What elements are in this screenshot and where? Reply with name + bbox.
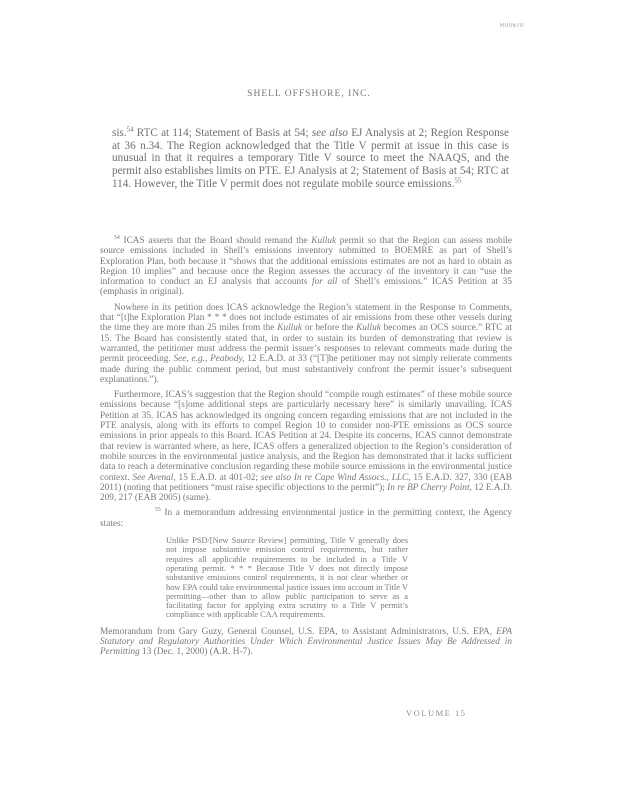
footnote-54-paragraph-3: Furthermore, ICAS’s suggestion that the Region should “compile rough estimates” of these mobile source emissions because “[s]ome additional steps are particularly necessary here” is similarly unavailing. ICAS Petition at 35. ICAS has acknowledged its ongoing concern regarding emissions that are not included in the PTE analysis, along with its efforts to compel Region 10 to consider non-PTE emissions as OCS source emissions in prior appeals to this Board. ICAS Petition at 24. Despite its concerns, ICAS cannot demonstrate that review is warranted where, as here, ICAS offers a generalized objection to the Region’s consideration of mobile sources in the environmental justice analysis, and the Region has demonstrated that it lacks sufficient data to reach a determinative conclusion regarding these mobile source emissions in the environmental justice context. See Avenal, 15 E.A.D. at 401-02; see also In re Cape Wind Assocs., LLC, 15 E.A.D. 327, 330 (EAB 2011) (noting that petitioners “must raise specific objections to the permit”); In re BP Cherry Point, 12 E.A.D. 209, 217 (EAB 2005) (same).	[100, 390, 513, 504]
body-text-block	[112, 127, 509, 191]
bates-stamp: R00670	[500, 23, 525, 29]
running-head-title: SHELL OFFSHORE, INC.	[247, 89, 371, 99]
body-paragraph: sis.$^{54}$ RTC at 114; Statement of Basis at 54; see also EJ Analysis at 2; Region Response at 36 n.34. The Region acknowledged that the Title V permit at issue in this case is unusual in that it requires a temporary Title V source to meet the NAAQS, and the permit also establishes limits on PTE. EJ Analysis at 2; Statement of Basis at 54; RTC at 114. However, the Title V permit does not regulate mobile source emissions.$^{55}$	[112, 125, 509, 190]
footnote-54-paragraph-1: $^{54}$ ICAS asserts that the Board should remand the Kulluk permit so that the Region can assess mobile source emissions included in Shell’s emissions inventory submitted to BOEMRE as part of Shell’s Exploration Plan, both because it “shows that the additional emissions estimates are not as hard to obtain as Region 10 implies” and because once the Region assesses the accuracy of the inventory it can “use the information to conduct an EJ analysis that accounts for all of Shell’s emissions.” ICAS Petition at 35 (emphasis in original).	[100, 234, 512, 298]
footnote-55-citation: Memorandum from Gary Guzy, General Counsel, U.S. EPA, to Assistant Administrators, U.S. EPA, EPA Statutory and Regulatory Authorities Under Which Environmental Justice Issues May Be Addressed in Permitting 13 (Dec. 1, 2000) (A.R. H-7).	[100, 626, 512, 658]
footnotes-block	[100, 236, 512, 663]
footnote-54-paragraph-2: Nowhere in its petition does ICAS acknowledge the Region’s statement in the Response to Comments, that “[t]he Exploration Plan * * * does not include estimates of air emissions from these other vessels during the time they are more than 25 miles from the Kulluk or before the Kulluk becomes an OCS source.” RTC at 15. The Board has consistently stated that, in order to sustain its burden of demonstrating that review is warranted, the petitioner must address the permit issuer’s responses to relevant comments made during the permit proceeding. See, e.g., Peabody, 12 E.A.D. at 33 (“[T]he petitioner may not simply reiterate comments made during the public comment period, but must substantively confront the permit issuer’s subsequent explanations.”).	[100, 302, 512, 385]
footnote-55-blockquote: Unlike PSD/[New Source Review] permitting, Title V generally does not impose substantive emission control requirements, but rather requires all applicable requirements to be included in a Title V operating permit. * * * Because Title V does not directly impose substantive emissions control requirements, it is not clear whether or how EPA could take environmental justice issues into account in Title V permitting—other than to allow public participation to serve as a facilitating factor for applying extra scrutiny to a Title V permit’s compliance with applicable CAA requirements.	[166, 536, 408, 620]
footnote-55-intro: $^{55}$ In a memorandum addressing environmental justice in the permitting context, the Agency states:	[100, 507, 512, 529]
volume-footer-label: VOLUME 15	[406, 708, 467, 718]
